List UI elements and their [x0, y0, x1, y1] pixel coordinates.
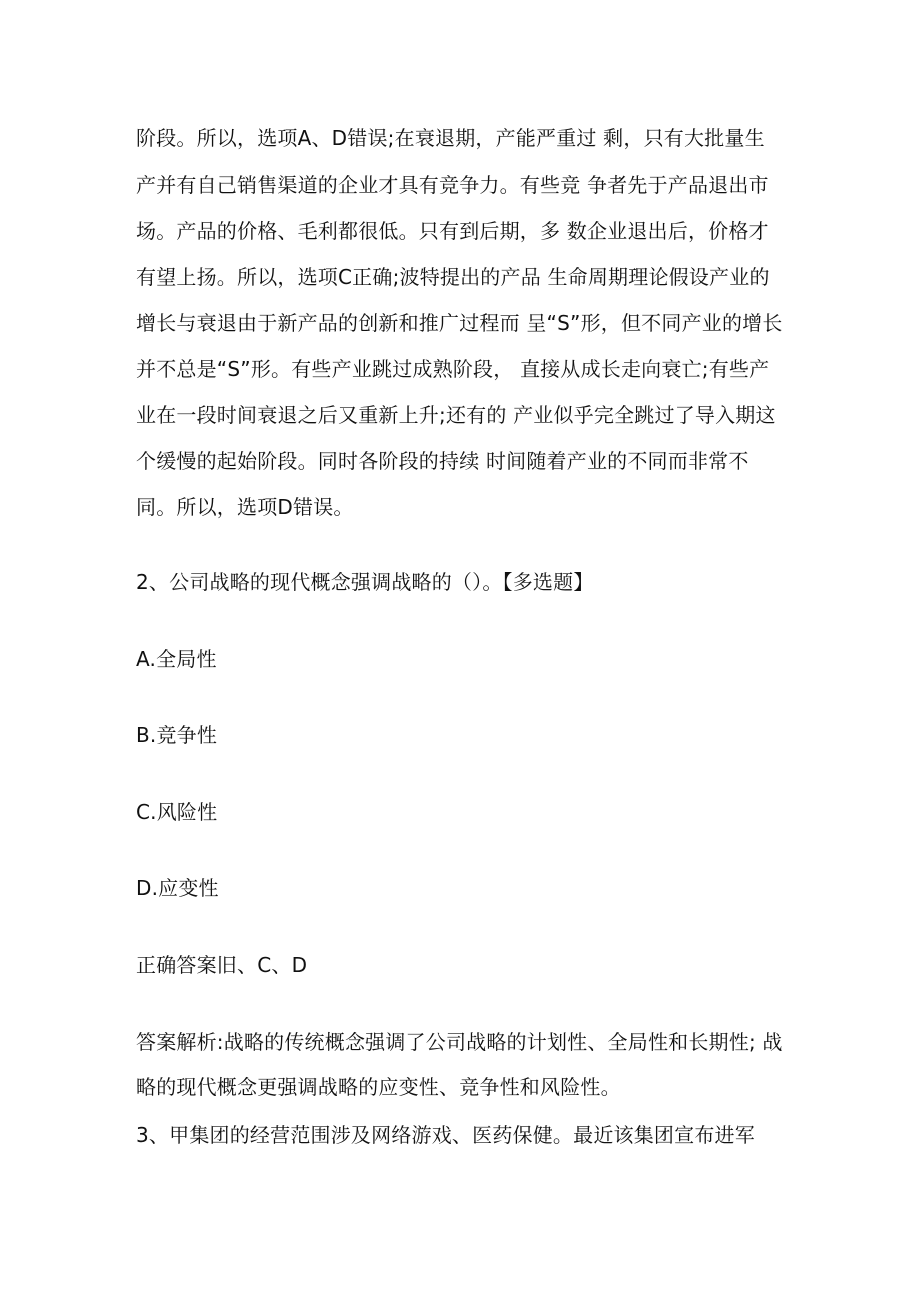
passage-line-3: 场。产品的价格、毛利都很低。只有到后期，多 数企业退出后，价格才: [136, 219, 769, 243]
passage-line-6: 并不总是“S”形。有些产业跳过成熟阶段， 直接从成长走向衰亡;有些产: [136, 357, 770, 381]
option-b: B.竞争性: [136, 723, 218, 747]
passage-line-7: 业在一段时间衰退之后又重新上升;还有的 产业似乎完全跳过了导入期这: [136, 403, 776, 427]
passage-line-4: 有望上扬。所以，选项C正确;波特提出的产品 生命周期理论假设产业的: [136, 265, 770, 289]
option-d: D.应变性: [136, 876, 219, 900]
analysis-line-2: 略的现代概念更强调战略的应变性、竞争性和风险性。: [136, 1075, 621, 1099]
passage-line-2: 产并有自己销售渠道的企业才具有竞争力。有些竞 争者先于产品退出市: [136, 173, 769, 197]
correct-answer: 正确答案旧、C、D: [136, 953, 308, 977]
option-a: A.全局性: [136, 647, 217, 671]
option-c: C.风险性: [136, 800, 218, 824]
passage-line-8: 个缓慢的起始阶段。同时各阶段的持续 时间随着产业的不同而非常不: [136, 449, 749, 473]
passage-line-5: 增长与衰退由于新产品的创新和推广过程而 呈“S”形，但不同产业的增长: [136, 311, 783, 335]
question-3-stem: 3、甲集团的经营范围涉及网络游戏、医药保健。最近该集团宣布进军: [136, 1123, 755, 1147]
passage-line-1: 阶段。所以，选项A、D错误;在衰退期，产能严重过 剩，只有大批量生: [136, 126, 765, 150]
passage-line-9: 同。所以，选项D错误。: [136, 495, 354, 519]
analysis-line-1: 答案解析:战略的传统概念强调了公司战略的计划性、全局性和长期性; 战: [136, 1030, 783, 1054]
question-2-stem: 2、公司战略的现代概念强调战略的（）。【多选题】: [136, 570, 594, 594]
